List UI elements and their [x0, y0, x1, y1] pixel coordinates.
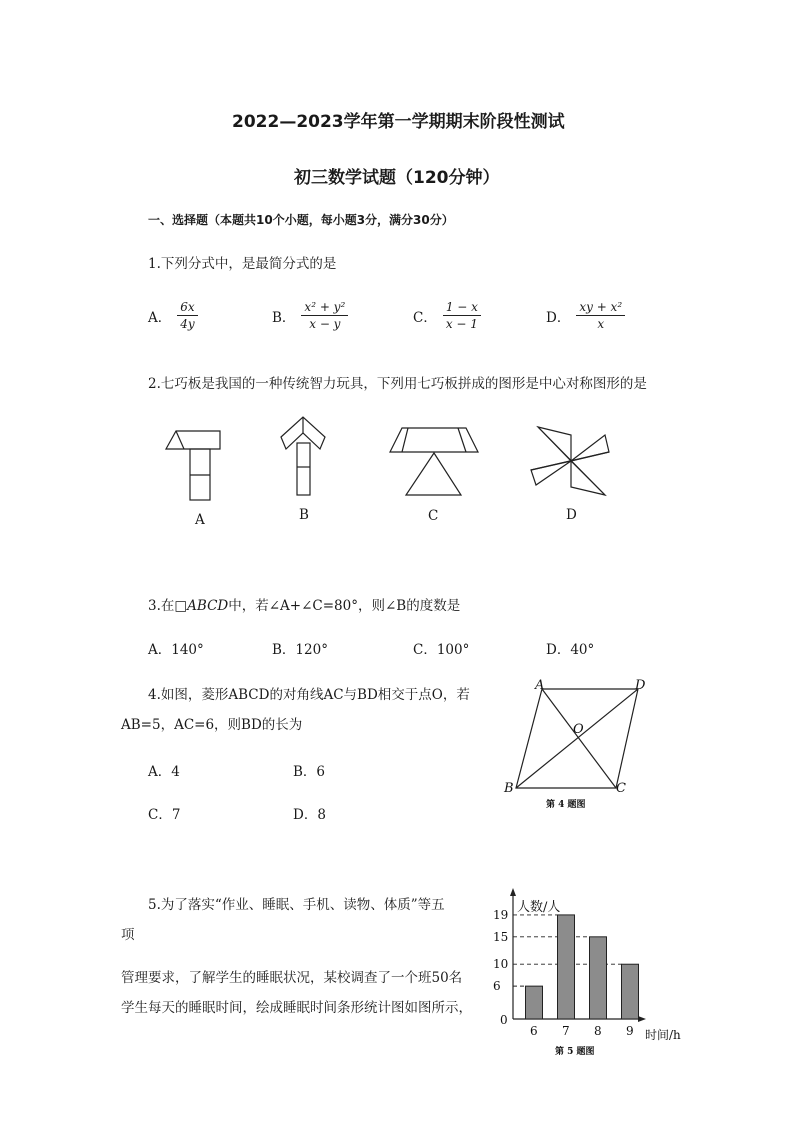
exam-title: 2022—2023学年第一学期期末阶段性测试 — [232, 112, 565, 132]
q4-option-c: C．7 — [148, 807, 181, 823]
vertex-a: A — [535, 678, 545, 693]
q3-parallelogram: □ABCD — [174, 598, 229, 614]
y-tick-label-10: 10 — [493, 957, 509, 972]
q3-option-d: D．40° — [546, 642, 595, 658]
q2-label-a: A — [195, 512, 205, 528]
q4-stem-line1: 4.如图，菱形ABCD的对角线AC与BD相交于点O，若 — [148, 687, 470, 703]
q1-stem: 1.下列分式中，是最简分式的是 — [148, 256, 337, 272]
q1-option-b-letter: B． — [272, 309, 296, 326]
y-tick-label-15: 15 — [493, 929, 509, 944]
q1-option-c-fraction: $\frac{1 - x}{x - 1}$ — [443, 300, 481, 331]
q3-stem-prefix: 3.在 — [148, 598, 175, 614]
y-axis-arrow — [510, 888, 516, 896]
q1-option-b — [272, 300, 348, 331]
bar-6 — [526, 986, 543, 1019]
vertex-d: D — [635, 678, 646, 693]
bar-8 — [590, 937, 607, 1019]
q5-stem-line2: 项 — [121, 927, 135, 943]
q3-option-c: C．100° — [413, 642, 470, 658]
q1-option-d — [546, 300, 625, 331]
section-heading: 一、选择题（本题共10个小题，每小题3分，满分30分） — [148, 213, 454, 227]
bar-9 — [622, 964, 639, 1019]
vertex-b: B — [504, 781, 514, 796]
y-tick-label-19: 19 — [493, 907, 509, 922]
point-o: O — [573, 722, 584, 737]
exam-subtitle: 初三数学试题（120分钟） — [294, 168, 500, 188]
q1-option-c — [413, 300, 481, 331]
q2-tangram-figures — [150, 415, 630, 535]
q2-label-d: D — [566, 507, 577, 523]
q1-option-d-fraction: $\frac{\text{xy + x²}}{x}$ — [576, 300, 625, 331]
q4-stem-line2: AB=5，AC=6，则BD的长为 — [121, 717, 303, 733]
x-axis-label: 时间/h — [645, 1028, 681, 1042]
x-tick-label-7: 7 — [562, 1024, 570, 1038]
q3-stem-rest: 中，若∠A+∠C=80°，则∠B的度数是 — [228, 598, 461, 614]
q1-option-a — [148, 300, 198, 331]
tangram-figure-d — [531, 427, 609, 495]
q5-stem-line4: 学生每天的睡眠时间，绘成睡眠时间条形统计图如图所示， — [121, 1000, 472, 1016]
y-axis-label: 人数/人 — [517, 900, 561, 915]
q4-option-a: A．4 — [148, 764, 180, 780]
q1-option-a-letter: A． — [148, 309, 172, 326]
q1-option-c-letter: C． — [413, 309, 437, 326]
y-tick-label-6: 6 — [493, 979, 501, 994]
q5-stem-line3: 管理要求，了解学生的睡眠状况，某校调查了一个班50名 — [121, 970, 463, 986]
x-tick-label-8: 8 — [594, 1024, 602, 1038]
q1-option-b-fraction: $\frac{\text{x² + y²}}{x - y}$ — [301, 300, 348, 331]
x-tick-label-9: 9 — [626, 1024, 634, 1038]
tangram-figure-b — [281, 417, 325, 495]
q5-bar-chart — [480, 885, 692, 1065]
x-tick-label-6: 6 — [530, 1024, 538, 1038]
q3-stem — [148, 594, 460, 614]
q2-label-c: C — [428, 508, 439, 524]
tangram-figure-c — [390, 428, 478, 495]
q1-option-d-letter: D． — [546, 309, 571, 326]
bar-7 — [558, 915, 575, 1019]
q4-rhombus-figure — [500, 674, 660, 819]
x-axis-arrow — [638, 1016, 646, 1022]
q2-label-b: B — [299, 507, 309, 523]
q2-stem: 2.七巧板是我国的一种传统智力玩具，下列用七巧板拼成的图形是中心对称图形的是 — [148, 376, 647, 392]
diagonal-ac — [542, 689, 616, 788]
q3-option-a: A．140° — [148, 642, 204, 658]
q5-figure-caption: 第 5 题图 — [555, 1047, 595, 1057]
q4-figure-caption: 第 4 题图 — [546, 800, 586, 810]
y-tick-label-0: 0 — [500, 1013, 508, 1027]
q3-option-b: B．120° — [272, 642, 328, 658]
vertex-c: C — [616, 781, 626, 796]
q5-stem-line1: 5.为了落实“作业、睡眠、手机、读物、体质”等五 — [148, 897, 445, 913]
q4-option-d: D．8 — [293, 807, 326, 823]
q4-option-b: B．6 — [293, 764, 326, 780]
q1-option-a-fraction: $\frac{6x}{4y}$ — [177, 300, 197, 331]
tangram-figure-a — [166, 431, 220, 500]
